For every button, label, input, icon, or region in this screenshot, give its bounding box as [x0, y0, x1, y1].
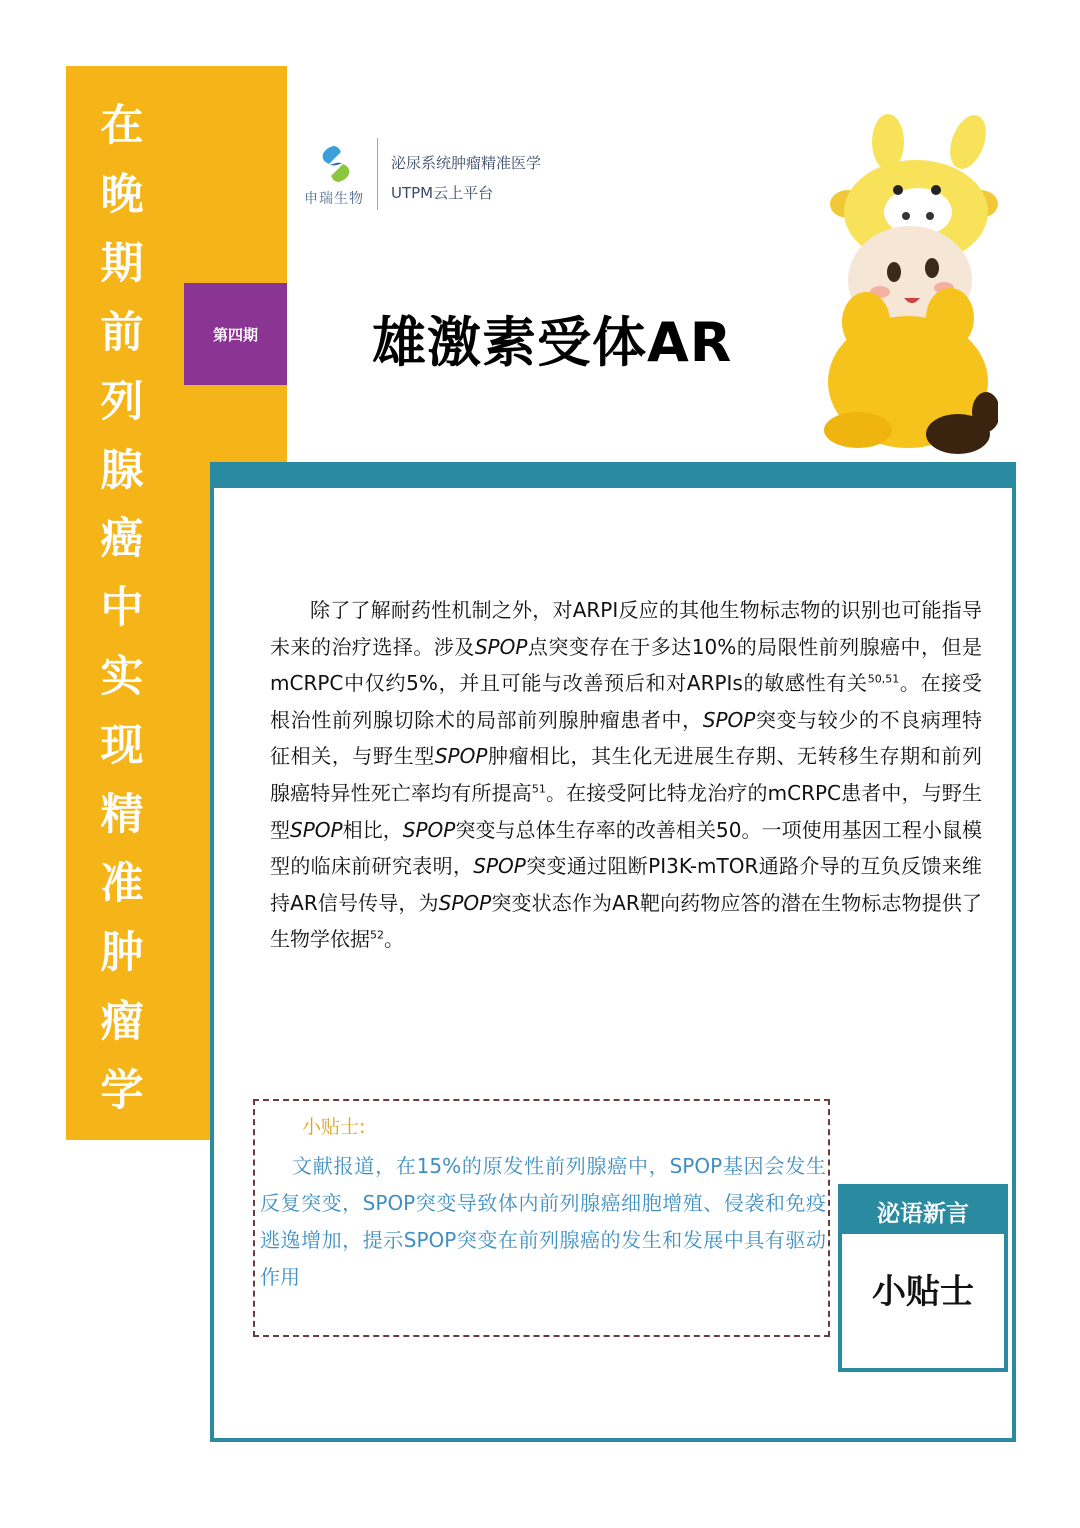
- column-label-box: [838, 1184, 1008, 1372]
- banner-title: 在 晚 期 前 列 腺 癌 中 实 现 精 准 肿 瘤 学: [100, 101, 144, 1116]
- gene-name: SPOP: [702, 707, 756, 732]
- page-title: 雄激素受体AR: [372, 311, 733, 374]
- mascot-image: [818, 112, 998, 462]
- gene-name: SPOP: [290, 817, 343, 842]
- gene-name: SPOP: [434, 744, 488, 769]
- gene-name: SPOP: [473, 854, 526, 879]
- logo: [295, 138, 575, 212]
- body-paragraph: [270, 592, 982, 958]
- logo-tagline-1: 泌尿系统肿瘤精准医学: [391, 154, 542, 172]
- body-text-block: 除了了解耐药性机制之外，对ARPI反应的其他生物标志物的识别也可能指导未来的治疗选择。涉及SPOP点突变存在于多达10%的局限性前列腺癌中，但是mCRPC中仅约5%，并且可能与改善预后和对ARPIs的敏感性有关$^{50,51}$。在接受根治性前列腺切除术的局部前列腺肿瘤患者中，SPOP突变与较少的不良病理特征相关，与野生型SPOP肿瘤相比，其生化无进展生存期、无转移生存期和前列腺癌特异性死亡率均有所提高$^{51}$。在接受阿比特龙治疗的mCRPC患者中，与野生型SPOP相比，SPOP突变与总体生存率的改善相关50。一项使用基因工程小鼠模型的临床前研究表明，SPOP突变通过阻断PI3K-mTOR通路介导的互负反馈来维持AR信号传导，为SPOP突变状态作为AR靶向药物应答的潜在生物标志物提供了生物学依据$^{52}$。: [270, 598, 983, 952]
- logo-company-name: 申瑞生物: [304, 191, 364, 207]
- gene-name: SPOP: [438, 890, 492, 915]
- company-logo-icon: [311, 144, 361, 184]
- citation: 52: [370, 928, 384, 942]
- citation: 50,51: [867, 672, 900, 686]
- citation: 51: [531, 782, 546, 796]
- column-name: 泌语新言: [842, 1188, 1004, 1234]
- column-label: 小贴士: [872, 1272, 974, 1312]
- gene-name: SPOP: [474, 634, 528, 659]
- tips-text: [260, 1148, 826, 1296]
- gene-name: SPOP: [402, 817, 456, 842]
- logo-divider: [377, 138, 378, 210]
- tips-heading: 小贴士:: [302, 1116, 366, 1138]
- issue-badge: 第四期: [184, 283, 287, 385]
- tips-paragraph: 文献报道，在15%的原发性前列腺癌中，SPOP基因会发生反复突变，SPOP突变导致体内前列腺癌细胞增殖、侵袭和免疫逃逸增加，提示SPOP突变在前列腺癌的发生和发展中具有驱动作用: [260, 1154, 826, 1289]
- logo-tagline-2: UTPM云上平台: [391, 184, 494, 202]
